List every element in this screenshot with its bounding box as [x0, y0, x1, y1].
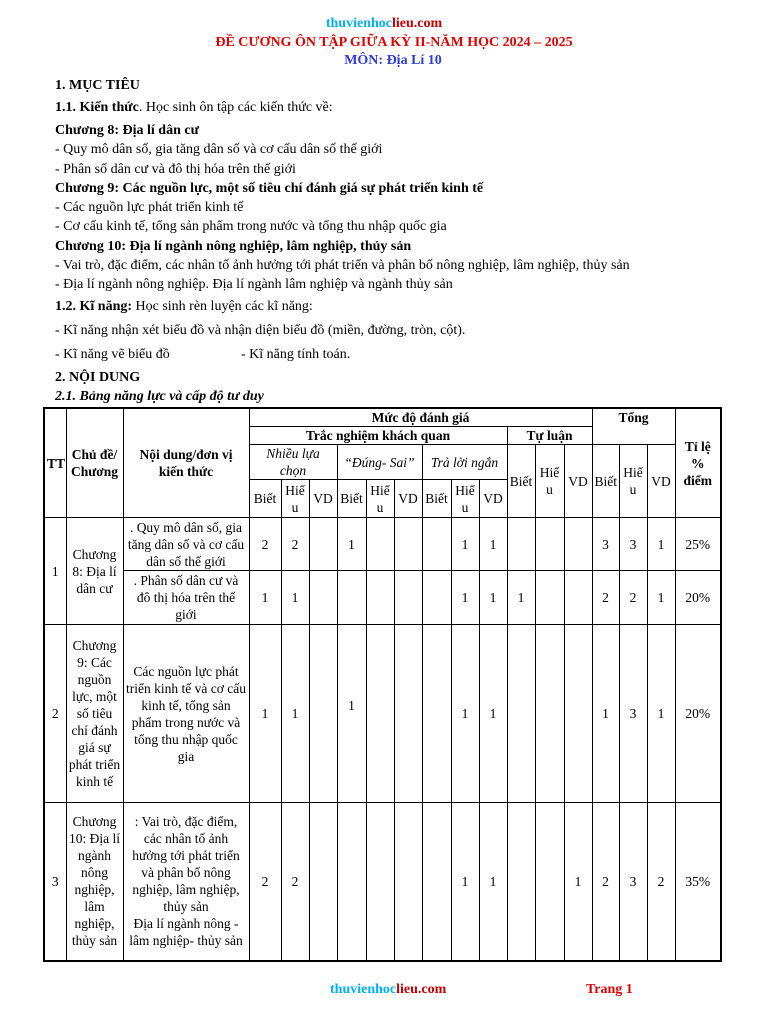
table-cell: 2: [592, 571, 619, 625]
table-cell: [309, 518, 337, 571]
table-cell: [564, 518, 592, 571]
competency-table: [43, 407, 722, 962]
header-content: Nội dung/đơn vị kiến thức: [123, 408, 249, 518]
ch8-item: - Quy mô dân số, gia tăng dân số và cơ cấu dân số thế giới: [55, 142, 383, 157]
table-cell: 1: [337, 625, 366, 803]
header-tf: “Đúng- Sai”: [337, 445, 422, 480]
table-cell: 1: [451, 571, 479, 625]
document-title: ĐỀ CƯƠNG ÔN TẬP GIỮA KỲ II-NĂM HỌC 2024 – 2025: [215, 35, 573, 50]
header-biet: Biết: [337, 480, 366, 518]
header-level: Mức độ đánh giá: [249, 408, 592, 427]
table-cell: [564, 571, 592, 625]
row-topic: Chương 8: Địa lí dân cư: [66, 518, 123, 625]
header-vd: VD: [647, 445, 675, 518]
header-total: Tổng: [592, 408, 675, 445]
skill-label: 1.2. Kĩ năng:: [55, 299, 133, 314]
header-biet: Biết: [249, 480, 281, 518]
header-objective: Trắc nghiệm khách quan: [249, 427, 507, 445]
table-cell: 1: [479, 571, 507, 625]
row-tt: 3: [44, 803, 66, 961]
table-cell: [366, 803, 394, 961]
header-ratio: Tỉ lệ % điểm: [675, 408, 721, 518]
row-topic: Chương 10: Địa lí ngành nông nghiệp, lâm nghiệp, thủy sản: [66, 803, 123, 961]
table-cell: 1: [592, 625, 619, 803]
row-ratio: 20%: [675, 571, 721, 625]
table-cell: 1: [479, 803, 507, 961]
header-biet: Biết: [507, 445, 535, 518]
table-cell: [366, 518, 394, 571]
site-header: [0, 16, 768, 32]
table-cell: [337, 571, 366, 625]
skill-item: - Kĩ năng tính toán.: [241, 347, 351, 362]
table-cell: [394, 571, 422, 625]
table-cell: 3: [619, 803, 647, 961]
row-ratio: 25%: [675, 518, 721, 571]
table-cell: 3: [619, 625, 647, 803]
table-cell: 1: [249, 571, 281, 625]
ch10-title: Chương 10: Địa lí ngành nông nghiệp, lâm nghiệp, thủy sản: [55, 239, 412, 254]
table-cell: 1: [647, 518, 675, 571]
table-cell: 1: [451, 625, 479, 803]
row-content: . Quy mô dân số, gia tăng dân số và cơ cấu dân số thế giới: [123, 518, 249, 571]
table-row: [44, 803, 721, 961]
site-suffix: lieu.com: [391, 16, 443, 31]
section1-heading: 1. MỤC TIÊU: [55, 78, 140, 93]
table-cell: 1: [564, 803, 592, 961]
ch8-item: - Phân số dân cư và đô thị hóa trên thế giới: [55, 162, 296, 177]
table-cell: 1: [281, 625, 309, 803]
table-cell: [422, 803, 451, 961]
table-cell: [422, 518, 451, 571]
knowledge-label: 1.1. Kiến thức: [55, 100, 139, 115]
table-cell: 1: [451, 518, 479, 571]
row-content-line: Địa lí ngành nông - lâm nghiệp- thủy sản: [129, 916, 243, 949]
header-biet: Biết: [422, 480, 451, 518]
footer-site-prefix: thuvienhoc: [330, 982, 397, 997]
table-cell: 2: [592, 803, 619, 961]
header-vd: VD: [394, 480, 422, 518]
table-cell: 3: [619, 518, 647, 571]
row-ratio: 20%: [675, 625, 721, 803]
table-cell: [366, 571, 394, 625]
table-cell: [394, 625, 422, 803]
table-cell: 1: [647, 625, 675, 803]
table-cell: 2: [619, 571, 647, 625]
header-row: [44, 408, 721, 427]
table-row: [44, 625, 721, 803]
header-essay: Tự luận: [507, 427, 592, 445]
table-cell: [309, 803, 337, 961]
table-cell: 1: [281, 571, 309, 625]
row-content: . Phân số dân cư và đô thị hóa trên thế giới: [123, 571, 249, 625]
header-hieu: Hiể u: [451, 480, 479, 518]
row-tt: 1: [44, 518, 66, 625]
ch8-title: Chương 8: Địa lí dân cư: [55, 123, 199, 138]
row-topic: Chương 9: Các nguồn lực, một số tiêu chí đánh giá sự phát triển kinh tế: [66, 625, 123, 803]
table-cell: [507, 803, 535, 961]
header-biet: Biết: [592, 445, 619, 518]
footer-site-suffix: lieu.com: [396, 982, 447, 997]
ch10-item: - Địa lí ngành nông nghiệp. Địa lí ngành lâm nghiệp và ngành thủy sản: [55, 277, 453, 292]
table-cell: [564, 625, 592, 803]
skill-line: [55, 299, 313, 315]
header-mc: Nhiều lựa chọn: [249, 445, 337, 480]
table-row: [44, 571, 721, 625]
header-vd: VD: [479, 480, 507, 518]
table-cell: 1: [479, 518, 507, 571]
table-caption: 2.1. Bảng năng lực và cấp độ tư duy: [55, 389, 264, 404]
table-cell: 1: [249, 625, 281, 803]
table-cell: 1: [451, 803, 479, 961]
table-cell: [535, 803, 564, 961]
knowledge-line: [55, 100, 333, 116]
table-cell: 2: [249, 518, 281, 571]
table-cell: [394, 518, 422, 571]
skill-text: Học sinh rèn luyện các kĩ năng:: [132, 299, 313, 314]
table-cell: [535, 571, 564, 625]
header-hieu: Hiể u: [619, 445, 647, 518]
table-cell: 1: [507, 571, 535, 625]
table-cell: [507, 518, 535, 571]
footer-site: [330, 982, 446, 998]
page-number: Trang 1: [586, 982, 633, 997]
row-ratio: 35%: [675, 803, 721, 961]
site-prefix: thuvienhoc: [325, 16, 392, 31]
table-cell: 1: [337, 518, 366, 571]
table-cell: [535, 625, 564, 803]
table-row: [44, 518, 721, 571]
table-cell: 2: [249, 803, 281, 961]
header-vd: VD: [309, 480, 337, 518]
table-cell: [309, 571, 337, 625]
knowledge-text: . Học sinh ôn tập các kiến thức về:: [138, 100, 333, 115]
header-hieu: Hiể u: [281, 480, 309, 518]
header-hieu: Hiể u: [366, 480, 394, 518]
row-content-line: : Vai trò, đặc điểm, các nhân tố ảnh hưởng tới phát triển và phân bố nông nghiệp, lâm nghiệp, thủy sản: [132, 814, 240, 915]
table-cell: 2: [281, 803, 309, 961]
table-cell: [507, 625, 535, 803]
table-cell: 1: [647, 571, 675, 625]
row-tt: 2: [44, 625, 66, 803]
header-short: Trả lời ngắn: [422, 445, 507, 480]
table-cell: [535, 518, 564, 571]
table-cell: [422, 571, 451, 625]
header-topic: Chủ đề/ Chương: [66, 408, 123, 518]
skill-item: - Kĩ năng nhận xét biểu đồ và nhận diện biểu đồ (miền, đường, tròn, cột).: [55, 323, 466, 338]
ch9-title: Chương 9: Các nguồn lực, một số tiêu chí đánh giá sự phát triển kinh tế: [55, 181, 484, 196]
row-content: [123, 803, 249, 961]
section2-heading: 2. NỘI DUNG: [55, 370, 141, 385]
table-cell: 2: [647, 803, 675, 961]
table-cell: 2: [281, 518, 309, 571]
skill-item: - Kĩ năng vẽ biểu đồ: [55, 347, 170, 362]
header-tt: TT: [44, 408, 66, 518]
table-cell: 3: [592, 518, 619, 571]
ch9-item: - Cơ cấu kinh tế, tổng sản phẩm trong nước và tổng thu nhập quốc gia: [55, 219, 447, 234]
header-hieu: Hiể u: [535, 445, 564, 518]
ch10-item: - Vai trò, đặc điểm, các nhân tố ảnh hưởng tới phát triển và phân bố nông nghiệp, lâm nghiệp, thủy sản: [55, 258, 630, 273]
header-vd: VD: [564, 445, 592, 518]
row-content: Các nguồn lực phát triển kinh tế và cơ cấu kinh tế, tổng sản phẩm trong nước và tổng thu nhập quốc gia: [123, 625, 249, 803]
table-cell: 1: [479, 625, 507, 803]
subject-title: MÔN: Địa Lí 10: [344, 53, 442, 68]
table-cell: [394, 803, 422, 961]
table-cell: [366, 625, 394, 803]
table-cell: [337, 803, 366, 961]
table-cell: [309, 625, 337, 803]
table-cell: [422, 625, 451, 803]
ch9-item: - Các nguồn lực phát triển kinh tế: [55, 200, 244, 215]
